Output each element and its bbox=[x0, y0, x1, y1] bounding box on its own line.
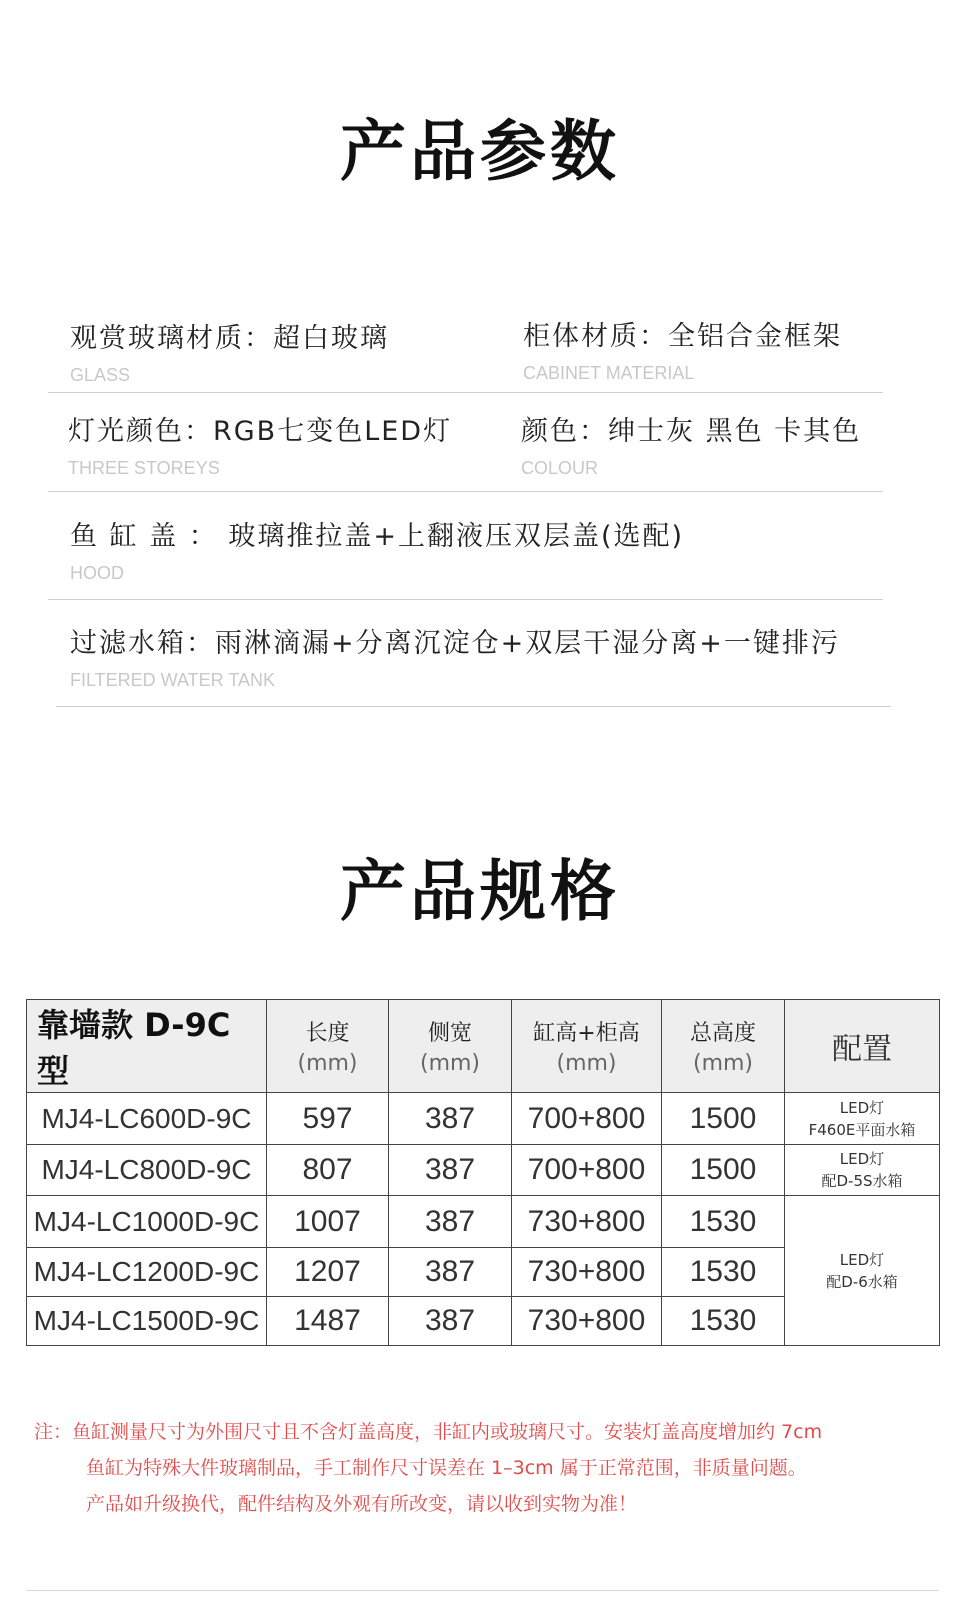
param-cabinet bbox=[523, 314, 842, 384]
param-glass-sub: GLASS bbox=[70, 365, 131, 385]
table-row bbox=[27, 1093, 940, 1145]
cell-width: 387 bbox=[389, 1248, 512, 1297]
param-light-sub: THREE STOREYS bbox=[68, 458, 220, 478]
cell-config bbox=[785, 1145, 940, 1196]
bottom-divider bbox=[26, 1590, 939, 1591]
param-light-label: 灯光颜色：RGB七变色LED灯 bbox=[68, 416, 453, 447]
divider bbox=[48, 392, 883, 393]
cell-length: 597 bbox=[267, 1093, 389, 1145]
param-filter bbox=[70, 621, 840, 691]
note-line: 注：鱼缸测量尺寸为外围尺寸且不含灯盖高度，非缸内或玻璃尺寸。安装灯盖高度增加约 7cm bbox=[34, 1421, 823, 1443]
header-total-unit: (mm) bbox=[692, 1051, 754, 1076]
config-line: 配D-6水箱 bbox=[826, 1272, 898, 1291]
header-length-unit: (mm) bbox=[297, 1051, 358, 1076]
param-colour-label: 颜色：绅士灰 黑色 卡其色 bbox=[521, 416, 862, 447]
config-line: F460E平面水箱 bbox=[808, 1120, 916, 1139]
table-row bbox=[27, 1145, 940, 1196]
header-length-label: 长度 bbox=[305, 1021, 350, 1046]
header-length bbox=[267, 1000, 389, 1093]
divider bbox=[48, 491, 883, 492]
header-height-unit: (mm) bbox=[556, 1051, 617, 1076]
param-glass-label: 观赏玻璃材质：超白玻璃 bbox=[70, 323, 389, 354]
cell-config bbox=[785, 1196, 940, 1346]
header-width-unit: (mm) bbox=[419, 1051, 481, 1076]
brand-header: 靠墙款 D-9C 型 bbox=[27, 1000, 267, 1093]
param-filter-sub: FILTERED WATER TANK bbox=[70, 670, 276, 690]
cell-model: MJ4-LC1500D-9C bbox=[27, 1297, 267, 1346]
param-light bbox=[68, 409, 452, 479]
table-row bbox=[27, 1196, 940, 1248]
params-title: 产品参数 bbox=[340, 113, 620, 190]
cell-length: 1007 bbox=[267, 1196, 389, 1248]
cell-model: MJ4-LC1000D-9C bbox=[27, 1196, 267, 1248]
param-hood-sub: HOOD bbox=[70, 563, 124, 583]
param-cabinet-sub: CABINET MATERIAL bbox=[523, 363, 695, 383]
config-line: LED灯 bbox=[839, 1098, 885, 1117]
cell-height: 730+800 bbox=[512, 1297, 662, 1346]
header-config: 配置 bbox=[785, 1000, 940, 1093]
header-total-label: 总高度 bbox=[689, 1021, 756, 1046]
cell-length: 1207 bbox=[267, 1248, 389, 1297]
config-line: LED灯 bbox=[839, 1150, 885, 1168]
header-width bbox=[389, 1000, 512, 1093]
table-header-row bbox=[27, 1000, 940, 1093]
cell-total: 1530 bbox=[662, 1196, 785, 1248]
header-height-label: 缸高+柜高 bbox=[533, 1021, 640, 1046]
param-colour bbox=[521, 409, 861, 479]
cell-model: MJ4-LC800D-9C bbox=[27, 1145, 267, 1196]
cell-total: 1530 bbox=[662, 1248, 785, 1297]
note-line: 鱼缸为特殊大件玻璃制品，手工制作尺寸误差在 1–3cm 属于正常范围，非质量问题。 bbox=[86, 1457, 807, 1479]
header-height bbox=[512, 1000, 662, 1093]
config-line: LED灯 bbox=[839, 1250, 885, 1269]
cell-height: 730+800 bbox=[512, 1248, 662, 1297]
note-line: 产品如升级换代，配件结构及外观有所改变，请以收到实物为准！ bbox=[86, 1493, 638, 1515]
param-cabinet-label: 柜体材质：全铝合金框架 bbox=[523, 321, 842, 352]
param-hood-label: 鱼 缸 盖 ： 玻璃推拉盖+上翻液压双层盖(选配) bbox=[70, 521, 685, 552]
divider bbox=[56, 706, 891, 707]
cell-width: 387 bbox=[389, 1093, 512, 1145]
spec-table bbox=[26, 999, 940, 1346]
cell-total: 1500 bbox=[662, 1145, 785, 1196]
cell-total: 1530 bbox=[662, 1297, 785, 1346]
cell-width: 387 bbox=[389, 1297, 512, 1346]
param-colour-sub: COLOUR bbox=[521, 458, 599, 478]
param-hood bbox=[70, 514, 684, 584]
header-width-label: 侧宽 bbox=[427, 1021, 472, 1046]
cell-length: 1487 bbox=[267, 1297, 389, 1346]
cell-height: 700+800 bbox=[512, 1093, 662, 1145]
param-filter-label: 过滤水箱：雨淋滴漏+分离沉淀仓+双层干湿分离+一键排污 bbox=[70, 628, 840, 659]
cell-config bbox=[785, 1093, 940, 1145]
header-total bbox=[662, 1000, 785, 1093]
config-line: 配D-5S水箱 bbox=[821, 1172, 903, 1190]
spec-title: 产品规格 bbox=[340, 853, 620, 930]
cell-model: MJ4-LC1200D-9C bbox=[27, 1248, 267, 1297]
divider bbox=[48, 599, 883, 600]
cell-width: 387 bbox=[389, 1196, 512, 1248]
cell-height: 700+800 bbox=[512, 1145, 662, 1196]
cell-total: 1500 bbox=[662, 1093, 785, 1145]
cell-model: MJ4-LC600D-9C bbox=[27, 1093, 267, 1145]
cell-width: 387 bbox=[389, 1145, 512, 1196]
cell-height: 730+800 bbox=[512, 1196, 662, 1248]
param-glass bbox=[70, 316, 389, 386]
cell-length: 807 bbox=[267, 1145, 389, 1196]
